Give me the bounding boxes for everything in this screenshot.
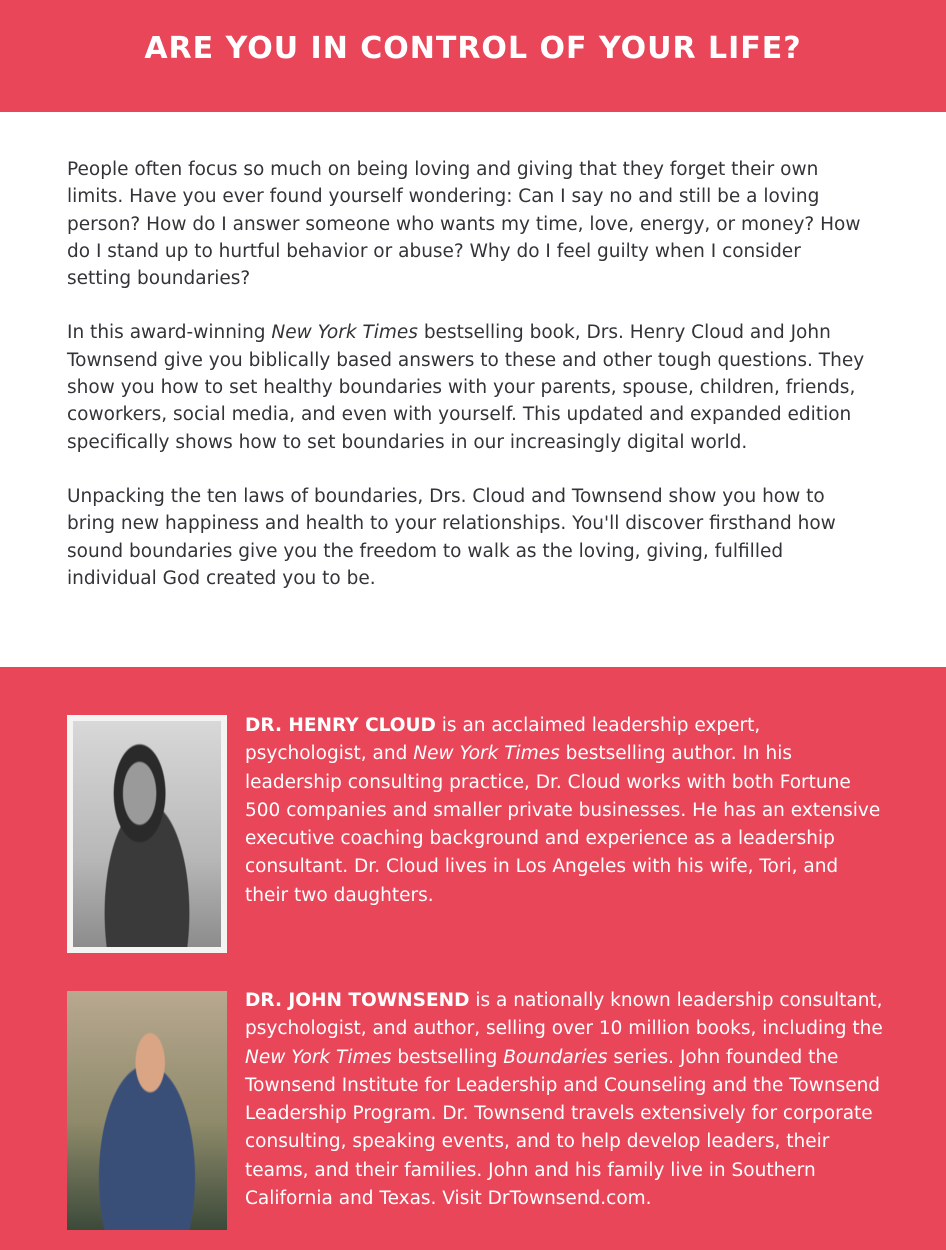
description-paragraph-1: People often focus so much on being loving and giving that they forget their own limits. Have you ever found yourself wondering: Can I say no and still be a loving person? How do I answer someone who wants my time, love, energy, or money? How do I stand up to hurtful behavior or abuse? Why do I feel guilty when I consider setting boundaries? bbox=[67, 159, 861, 290]
john-townsend-photo bbox=[67, 991, 227, 1230]
description-paragraph-2: In this award-winning New York Times bestselling book, Drs. Henry Cloud and John Townsend give you biblically based answers to these and other tough questions. They show you how to set healthy boundaries with your parents, spouse, children, friends, coworkers, social media, and even with yourself. This updated and expanded edition specifically shows how to set boundaries in our increasingly digital world. bbox=[67, 322, 865, 453]
description-paragraph-3: Unpacking the ten laws of boundaries, Drs. Cloud and Townsend show you how to bring new happiness and health to your relationships. You'll discover firsthand how sound boundaries give you the freedom to walk as the loving, giving, fulfilled individual God created you to be. bbox=[67, 485, 836, 589]
header-banner bbox=[0, 0, 946, 112]
book-description bbox=[67, 156, 867, 619]
author-name: DR. JOHN TOWNSEND bbox=[245, 990, 470, 1011]
henry-cloud-bio: DR. HENRY CLOUD is an acclaimed leadership expert, psychologist, and New York Times bestselling author. In his leadership consulting practice, Dr. Cloud works with both Fortune 500 companies and smaller private businesses. He has an extensive executive coaching background and experience as a leadership consultant. Dr. Cloud lives in Los Angeles with his wife, Tori, and their two daughters. bbox=[245, 715, 881, 906]
henry-cloud-photo bbox=[67, 715, 227, 953]
author-name: DR. HENRY CLOUD bbox=[245, 715, 436, 736]
page-title: ARE YOU IN CONTROL OF YOUR LIFE? bbox=[144, 30, 802, 66]
john-townsend-bio: DR. JOHN TOWNSEND is a nationally known leadership consultant, psychologist, and author, selling over 10 million books, including the New York Times bestselling Boundaries series. John founded the Townsend Institute for Leadership and Counseling and the Townsend Leadership Program. Dr. Townsend travels extensively for corporate consulting, speaking events, and to help develop leaders, their teams, and their families. John and his family live in Southern California and Texas. Visit DrTownsend.com. bbox=[245, 990, 883, 1210]
